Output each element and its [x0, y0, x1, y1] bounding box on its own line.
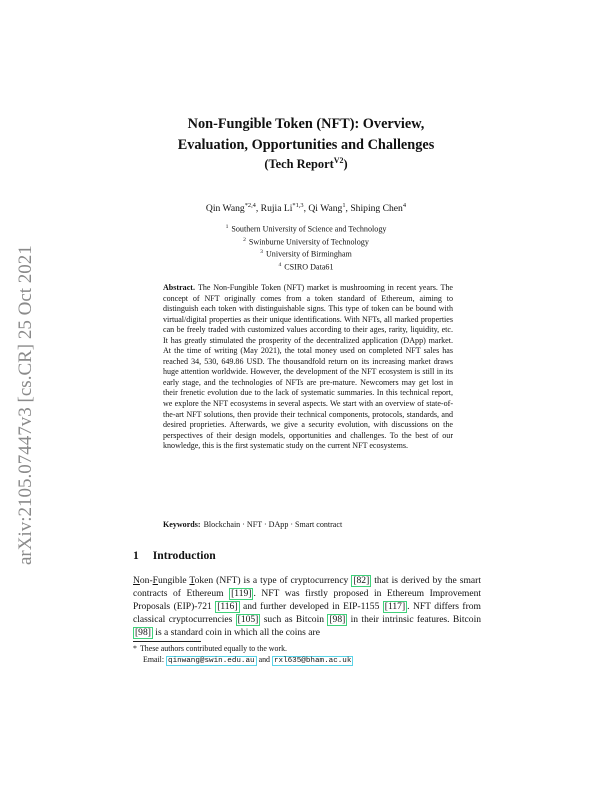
citation-link[interactable]: [117] — [384, 601, 406, 613]
keywords-text: Blockchain · NFT · DApp · Smart contract — [203, 520, 343, 529]
arxiv-identifier: arXiv:2105.07447v3 [cs.CR] 25 Oct 2021 — [15, 245, 36, 565]
subtitle-close: ) — [343, 157, 348, 172]
abstract-text: The Non-Fungible Token (NFT) market is mushrooming in recent years. The concept of NFT originally comes from a token standard of Ethereum, aiming to distinguish each token with distinguishable signs. This type of token can be bound with virtual/digital properties as their unique identifications. With NFTs, all marked properties can be freely traded with customized values according to their ages, rarity, liquidity, etc. It has greatly stimulated the prosperity of the decentralized application (DApp) market. At the time of writing (May 2021), the total money used on completed NFT sales has reached 34, 530, 649.86 USD. The thousandfold return on its increasing market draws huge attention worldwide. However, the development of the NFT ecosystem is still in its early stage, and the technologies of NFTs are pre-mature. Newcomers may get lost in their frenetic evolution due to the lack of systematic summaries. In this technical report, we explore the NFT ecosystems in several aspects. We start with an overview of state-of-the-art NFT solutions, then provide their technical components, protocols, standards, and desired proprieties. Afterwards, we give a security evolution, with discussions on the perspectives of their design models, opportunities and challenges. To the best of our knowledge, this is the first systematic study on the current NFT ecosystems. — [163, 283, 453, 451]
affiliation-list — [130, 222, 482, 273]
affiliation-item: $^2$ Swinburne University of Technology — [243, 236, 369, 247]
citation-link[interactable]: [98] — [135, 627, 151, 639]
abstract-label: Abstract. — [163, 283, 195, 292]
author-name: Qi Wang — [308, 203, 343, 215]
footnote-email: Email: qinwang@swin.edu.au and rxl635@bham.ac.uk — [143, 655, 352, 665]
author-affil-mark: *2,4 — [244, 202, 256, 209]
introduction-paragraph: Non-Fungible Token (NFT) is a type of cryptocurrency [82] that is derived by the smart contracts of Ethereum [119] . NFT was firstly proposed in Ethereum Improvement Proposals (EIP)-721 [116] and further developed in EIP-1155 [117] . NFT differs from classical cryptocurrencies [105] such as Bitcoin [98] in their intrinsic features. Bitcoin [98] is a standard coin in which all the coins are — [133, 575, 481, 639]
citation-link[interactable]: [119] — [231, 588, 252, 600]
subtitle-text: (Tech Report — [264, 157, 334, 172]
keywords — [163, 520, 453, 529]
keywords-label: Keywords: — [163, 520, 201, 529]
footnote-rule — [133, 641, 201, 642]
citation-link[interactable]: [82] — [353, 575, 370, 586]
citation-link[interactable]: [98] — [329, 614, 346, 626]
author-affil-mark: 1 — [342, 202, 346, 209]
abstract — [163, 283, 453, 452]
citation-link[interactable]: [116] — [217, 601, 238, 613]
paper-title — [130, 114, 482, 156]
title-line-2: Evaluation, Opportunities and Challenges — [177, 137, 435, 153]
author-name: Rujia Li — [260, 203, 293, 215]
section-title: Introduction — [152, 549, 216, 562]
affiliation-item: $^4$ CSIRO Data61 — [278, 262, 334, 272]
footnote — [133, 643, 483, 667]
email-link-rxl635[interactable]: rxl635@bham.ac.uk — [273, 657, 352, 665]
author-affil-mark: *1,3 — [292, 202, 304, 209]
subtitle-version: V2 — [333, 156, 344, 165]
section-heading-introduction — [133, 549, 216, 562]
author-list: Qin Wang$^{*2,4}$, Rujia Li$^{*1,3}$, Qi Wang$^1$, Shiping Chen$^4$ — [205, 202, 407, 215]
section-number: 1 — [133, 549, 139, 562]
author-name: Shiping Chen — [350, 203, 403, 215]
author-name: Qin Wang — [205, 203, 245, 215]
author-affil-mark: 4 — [402, 202, 407, 209]
email-link-qinwang[interactable]: qinwang@swin.edu.au — [168, 657, 255, 665]
footnote-contribution: * These authors contributed equally to the work. — [133, 644, 287, 653]
affiliation-item: $^3$ University of Birmingham — [260, 249, 352, 260]
title-line-1: Non-Fungible Token (NFT): Overview, — [187, 116, 425, 132]
citation-link[interactable]: [105] — [237, 614, 259, 626]
paper-subtitle — [130, 156, 482, 172]
affiliation-item: $^1$ Southern University of Science and Technology — [225, 224, 387, 234]
